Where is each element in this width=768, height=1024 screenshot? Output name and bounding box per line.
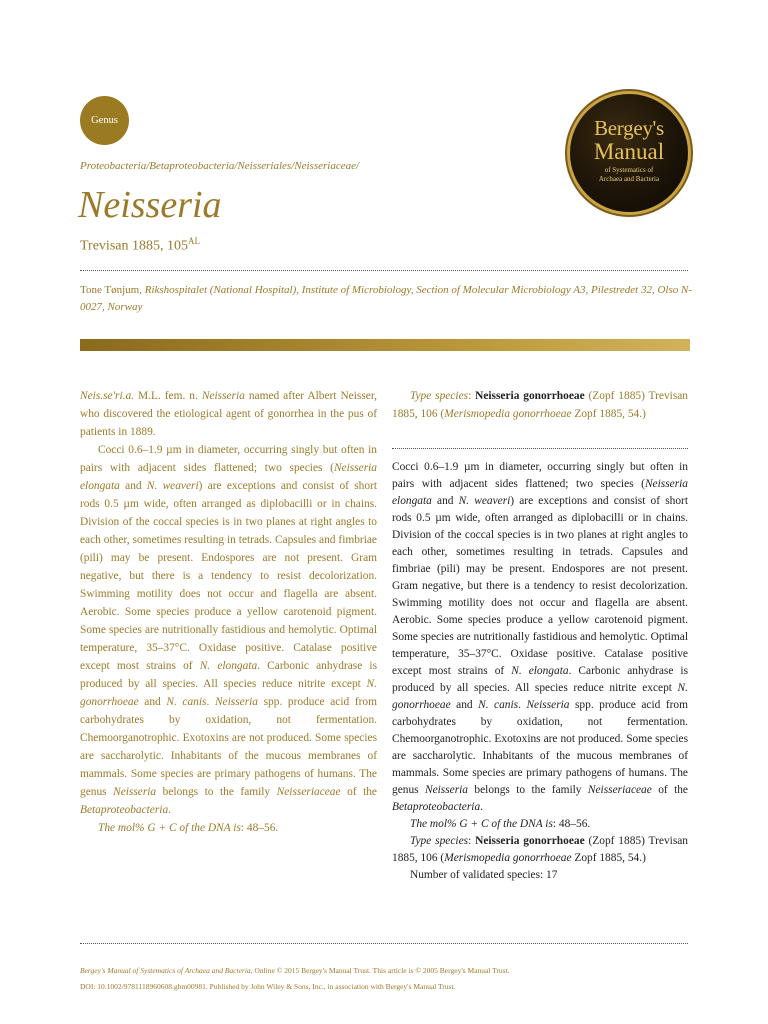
logo-line2: Manual bbox=[593, 139, 665, 164]
footer-line2: DOI: 10.1002/9781118960608.gbm00981. Published by John Wiley & Sons, Inc., in association with Bergey's Manual Trust. bbox=[80, 982, 456, 991]
description: Cocci 0.6–1.9 µm in diameter, occurring singly but often in pairs with adjacent sides flattened; two species (Neisseria elongata and N. weaveri) are exceptions and consist of short rods 0.5 µm wide, often arranged as diplobacilli or in chains. Division of the coccal species is in two planes at right angles to each other, sometimes resulting in tetrads. Capsules and fimbriae (pili) may be present. Endospores are not present. Gram negative, but there is a tendency to resist decolorization. Swimming motility does not occur and flagella are absent. Aerobic. Some species produce a yellow carotenoid pigment. Some species are nutritionally fastidious and hemolytic. Optimal temperature, 35–37°C. Oxidase positive. Catalase positive except most strains of N. elongata. Carbonic anhydrase is produced by all species. All species reduce nitrite except N. gonorrhoeae and N. canis. Neisseria spp. produce acid from carbohydrates by oxidation, not fermentation. Chemoorganotrophic. Exotoxins are not produced. Some species are saccharolytic. Inhabitants of the mucous membranes of mammals. Some species are primary pathogens of humans. The genus Neisseria belongs to the family Neisseriaceae of the Betaproteobacteria. bbox=[80, 444, 378, 816]
bergeys-manual-logo bbox=[570, 94, 688, 212]
divider-right bbox=[392, 448, 688, 449]
divider-top bbox=[80, 270, 688, 271]
authority bbox=[80, 236, 200, 255]
right-type-species-2: Type species: Neisseria gonorrhoeae (Zopf 1885) Trevisan 1885, 106 (Merismopedia gonorrhoeae Zopf 1885, 54.) bbox=[392, 835, 688, 864]
right-description: Cocci 0.6–1.9 µm in diameter, occurring singly but often in pairs with adjacent sides flattened; two species (Neisseria elongata and N. weaveri) are exceptions and consist of short rods 0.5 µm wide, often arranged as diplobacilli or in chains. Division of the coccal species is in two planes at right angles to each other, sometimes resulting in tetrads. Capsules and fimbriae (pili) may be present. Endospores are not present. Gram negative, but there is a tendency to resist decolorization. Swimming motility does not occur and flagella are absent. Aerobic. Some species produce a yellow carotenoid pigment. Some species are nutritionally fastidious and hemolytic. Optimal temperature, 35–37°C. Oxidase positive. Catalase positive except most strains of N. elongata. Carbonic anhydrase is produced by all species. All species reduce nitrite except N. gonorrhoeae and N. canis. Neisseria spp. produce acid from carbohydrates by oxidation, not fermentation. Chemoorganotrophic. Exotoxins are not produced. Some species are saccharolytic. Inhabitants of the mucous membranes of mammals. Some species are primary pathogens of humans. The genus Neisseria belongs to the family Neisseriaceae of the Betaproteobacteria. bbox=[392, 461, 689, 813]
authority-text: Trevisan 1885, 105 bbox=[80, 238, 188, 254]
footer bbox=[80, 963, 690, 995]
left-column bbox=[80, 387, 377, 837]
logo-line1: Bergey's bbox=[594, 116, 664, 140]
footer-line1: Bergey's Manual of Systematics of Archaea and Bacteria, Online © 2015 Bergey's Manual Trust. This article is © 2005 Bergey's Manual Trust. bbox=[80, 966, 510, 975]
authority-sup: AL bbox=[188, 236, 200, 246]
author-name: Tone Tønjum, bbox=[80, 284, 142, 296]
mol-gc: The mol% G + C of the DNA is: 48–56. bbox=[98, 822, 279, 834]
author-affiliation: Rikshospitalet (National Hospital), Institute of Microbiology, Section of Molecular Microbiology A3, Pilestredet 32, Olso N-0027, Norway bbox=[80, 284, 693, 313]
logo-sub2: Archaea and Bacteria bbox=[598, 174, 660, 183]
page-title: Neisseria bbox=[78, 184, 222, 226]
validated-species: Number of validated species: 17 bbox=[410, 869, 558, 881]
right-mol-gc: The mol% G + C of the DNA is: 48–56. bbox=[410, 818, 591, 830]
divider-footer bbox=[80, 943, 688, 944]
right-type-species: Type species: Neisseria gonorrhoeae (Zopf 1885) Trevisan 1885, 106 (Merismopedia gonorrhoeae Zopf 1885, 54.) bbox=[392, 390, 688, 420]
logo-subtitle bbox=[570, 166, 688, 183]
section-bar bbox=[80, 339, 690, 351]
genus-badge bbox=[80, 96, 129, 145]
taxonomy-breadcrumb: Proteobacteria/Betaproteobacteria/Neisseriales/Neisseriaceae/ bbox=[80, 160, 360, 172]
etymology: Neis.se'ri.a. M.L. fem. n. Neisseria named after Albert Neisser, who discovered the etiological agent of gonorrhea in the pus of patients in 1889. bbox=[80, 390, 378, 438]
logo-sub1: of Systematics of bbox=[604, 166, 654, 174]
genus-badge-label: Genus bbox=[91, 115, 118, 126]
author-block bbox=[80, 282, 692, 316]
right-column bbox=[392, 459, 688, 884]
